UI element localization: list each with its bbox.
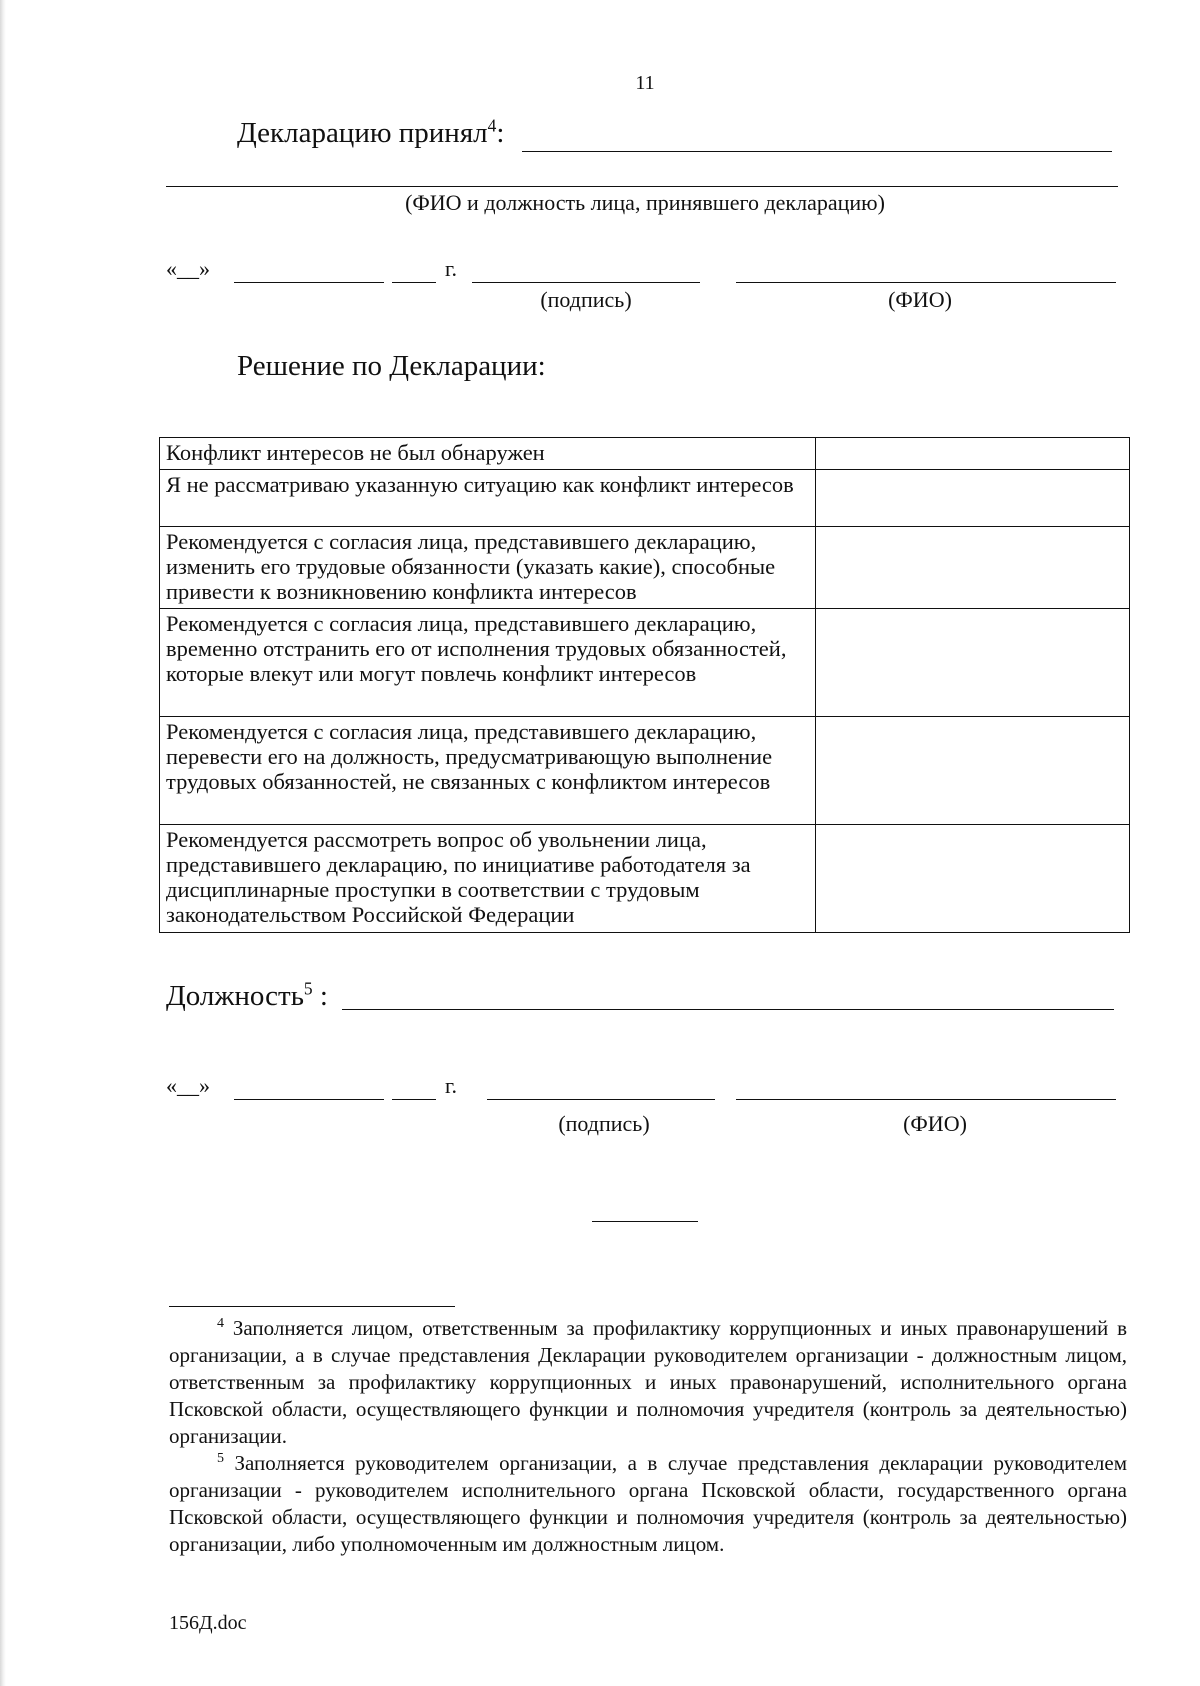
signature-line-1[interactable] (472, 282, 700, 283)
date-day-1: «__» (166, 256, 210, 281)
decision-mark-cell[interactable] (815, 470, 1129, 527)
decision-option: Рекомендуется рассмотреть вопрос об увольнении лица, представившего декларацию, по инициативе работодателя за дисциплинарные проступки в соответствии с трудовым законодательством Российской Федерации (160, 825, 816, 933)
decision-option: Рекомендуется с согласия лица, представившего декларацию, временно отстранить его от исполнения трудовых обязанностей, которые влекут или могут повлечь конфликт интересов (160, 609, 816, 717)
table-row (160, 717, 1130, 825)
date-year-line-2[interactable] (392, 1099, 436, 1100)
date-month-line-1[interactable] (234, 282, 384, 283)
footnote-ref-5: 5 (303, 978, 313, 999)
end-divider (592, 1221, 698, 1222)
decision-heading: Решение по Декларации: (237, 350, 546, 382)
date-day-2: «__» (166, 1073, 210, 1098)
document-filename: 156Д.doc (169, 1612, 247, 1634)
date-month-line-2[interactable] (234, 1099, 384, 1100)
scan-edge (0, 0, 6, 1686)
signature-caption-2: (подпись) (558, 1111, 650, 1136)
footnote-separator (169, 1306, 455, 1307)
decision-mark-cell[interactable] (815, 438, 1129, 470)
footnote-ref-4: 4 (487, 115, 497, 136)
table-row (160, 527, 1130, 609)
page-number: 11 (635, 72, 655, 94)
position-label-text: Должность (166, 980, 304, 1012)
signature-line-2[interactable] (487, 1099, 715, 1100)
footnotes (169, 1315, 1127, 1558)
decision-table (159, 437, 1130, 933)
footnote-number: 5 (217, 1451, 224, 1466)
position-label (166, 980, 328, 1013)
year-suffix-1: г. (445, 256, 458, 281)
name-line-2[interactable] (736, 1099, 1116, 1100)
name-line-1[interactable] (736, 282, 1116, 283)
table-row (160, 609, 1130, 717)
decision-mark-cell[interactable] (815, 609, 1129, 717)
decision-option: Я не рассматриваю указанную ситуацию как конфликт интересов (160, 470, 816, 527)
table-row (160, 470, 1130, 527)
decision-option: Конфликт интересов не был обнаружен (160, 438, 816, 470)
table-row (160, 438, 1130, 470)
accepted-colon: : (496, 117, 505, 149)
table-row (160, 825, 1130, 933)
footnote-number: 4 (217, 1316, 224, 1331)
position-line[interactable] (342, 1009, 1114, 1010)
accepted-caption: (ФИО и должность лица, принявшего декларацию) (405, 190, 885, 215)
decision-mark-cell[interactable] (815, 825, 1129, 933)
footnote-text: Заполняется руководителем организации, а в случае представления декларации руководителем организации - руководителем исполнительного органа Псковской области, государственного органа Псковской области, осуществляющего функции и полномочия учредителя (контроль за деятельностью) организации, либо уполномоченным им должностным лицом. (169, 1451, 1127, 1556)
footnote-5 (169, 1450, 1127, 1558)
decision-option: Рекомендуется с согласия лица, представившего декларацию, изменить его трудовые обязанности (указать какие), способные привести к возникновению конфликта интересов (160, 527, 816, 609)
year-suffix-2: г. (445, 1073, 458, 1098)
accepted-label-text: Декларацию принял (237, 117, 488, 149)
decision-option: Рекомендуется с согласия лица, представившего декларацию, перевести его на должность, предусматривающую выполнение трудовых обязанностей, не связанных с конфликтом интересов (160, 717, 816, 825)
date-year-line-1[interactable] (392, 282, 436, 283)
accepted-name-line[interactable] (522, 151, 1112, 152)
name-caption-2: (ФИО) (903, 1111, 967, 1136)
footnote-4 (169, 1315, 1127, 1450)
name-caption-1: (ФИО) (888, 287, 952, 312)
decision-mark-cell[interactable] (815, 717, 1129, 825)
signature-caption-1: (подпись) (540, 287, 632, 312)
footnote-text: Заполняется лицом, ответственным за профилактику коррупционных и иных правонарушений в организации, а в случае представления Декларации руководителем организации - должностным лицом, ответственным за профилактику коррупционных и иных правонарушений, исполнительного органа Псковской области, осуществляющего функции и полномочия учредителя (контроль за деятельностью) организации. (169, 1316, 1127, 1448)
accepted-label (237, 117, 504, 150)
decision-mark-cell[interactable] (815, 527, 1129, 609)
accepted-position-line[interactable] (166, 186, 1118, 187)
position-colon: : (312, 980, 328, 1012)
